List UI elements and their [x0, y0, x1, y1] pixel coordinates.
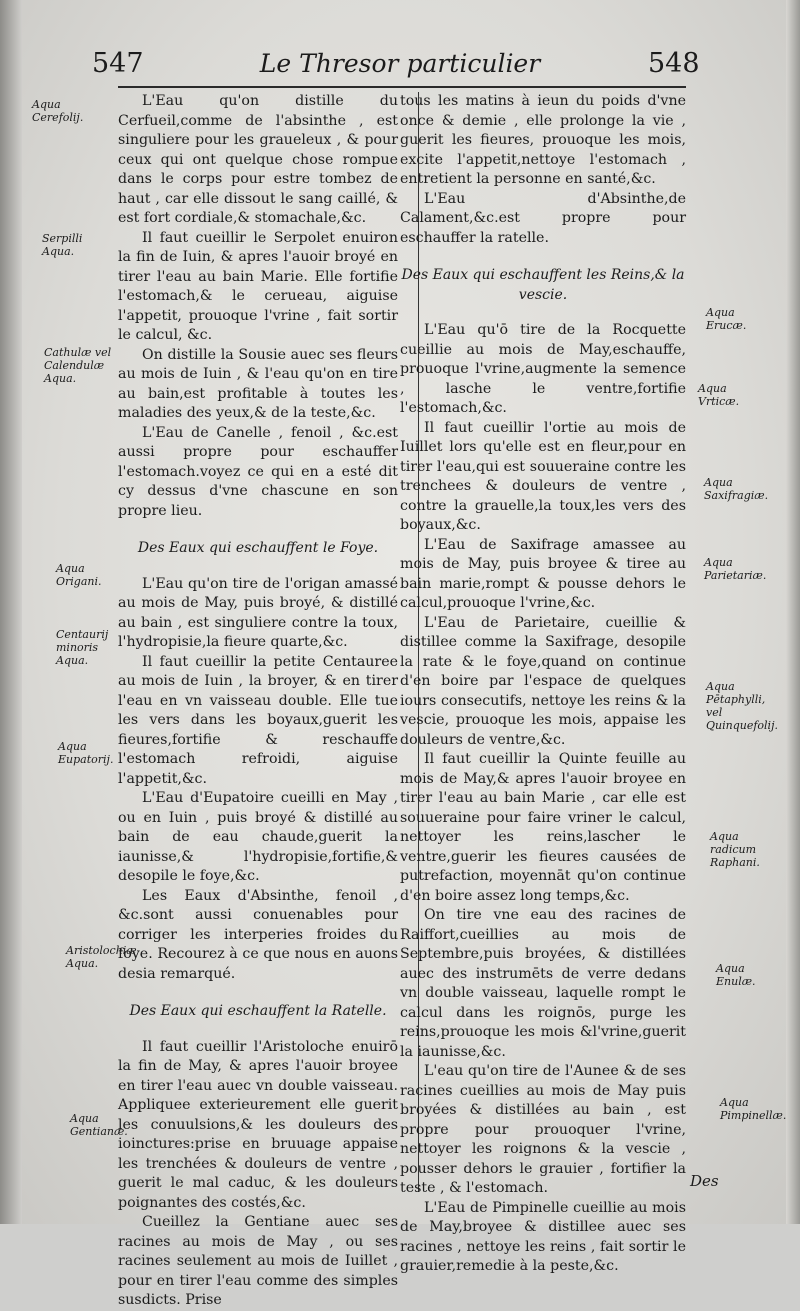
page-number-right: 548 — [648, 48, 700, 79]
margin-note: Aqua radicum Raphani. — [710, 830, 760, 869]
margin-note: Serpilli Aqua. — [42, 232, 83, 258]
paragraph: On distille la Sousie auec ses fleurs au mois de Iuin , & l'eau qu'on en tire au bain,est profitable à toutes les maladies des yeux,& de la teste,&c. — [118, 346, 398, 421]
paragraph: L'Eau d'Absinthe,de Calament,&c.est propre pour eschauffer la ratelle. — [400, 190, 686, 246]
margin-note: Aqua Eupatorij. — [58, 740, 114, 766]
paragraph: L'Eau de Canelle , fenoil , &c.est aussi propre pour eschauffer l'estomach.voyez ce qui en a esté dit cy dessus d'vne chascune en son propre lieu. — [118, 424, 398, 519]
margin-note: Aqua Origani. — [56, 562, 102, 588]
page-edge-shadow — [786, 0, 800, 1224]
paragraph: L'eau qu'on tire de l'Aunee & de ses racines cueillies au mois de May puis broyées & distillées au bain , est propre pour prouoquer l'vrine, nettoyer les roignons & la vescie , pousser dehors le grauier , fortifier la teste , & l'estomach. — [400, 1063, 686, 1196]
right-column — [400, 92, 686, 1277]
margin-note: Cathulæ vel Calendulæ Aqua. — [44, 346, 112, 385]
paragraph: L'Eau qu'ō tire de la Rocquette cueillie au mois de May,eschauffe, prouoque l'vrine,augmente la semence , lasche le ventre,fortifie l'estomach,&c. — [400, 322, 686, 416]
margin-note: Aqua Saxifragiæ. — [704, 476, 769, 502]
section-heading: Des Eaux qui eschauffent le Foye. — [137, 540, 379, 556]
header-rule — [118, 86, 686, 88]
left-column — [118, 92, 398, 1311]
paragraph: L'Eau de Saxifrage amassee au mois de May, puis broyee & tiree au bain marie,rompt & pousse dehors le calcul,prouoque l'vrine,&c. — [400, 536, 686, 611]
paragraph: On tire vne eau des racines de Raiffort,cueillies au mois de Septembre,puis broyées, & distillées auec des instrumēts de verre dedans vn double vaisseau, laquelle rompt le calcul dans les roignōs, purge les reins,prouoque les mois &l'vrine,guerit la iaunisse,&c. — [400, 907, 686, 1060]
paragraph: Il faut cueillir l'ortie au mois de Iuillet lors qu'elle est en fleur,pour en tirer l'eau,qui est souueraine contre les trenchees & douleurs de ventre , contre la grauelle,la toux,les vers des boyaux,&c. — [400, 419, 686, 533]
margin-note: Aqua Erucæ. — [706, 306, 747, 332]
page-gutter-shadow — [0, 0, 22, 1224]
margin-note: Aqua Enulæ. — [716, 962, 756, 988]
paragraph: Il faut cueillir la Quinte feuille au mois de May,& apres l'auoir broyee en tirer l'eau au bain Marie , car elle est souueraine pour faire vriner le calcul, nettoyer les reins,lascher le ventre,guerir les fieures causées de putrefaction, moyennāt qu'on continue d'en boire assez long temps,&c. — [400, 751, 686, 904]
margin-note: Aqua Vrticæ. — [698, 382, 740, 408]
paragraph: Cueillez la Gentiane auec ses racines au mois de May , ou ses racines seulement au mois de Iuillet , pour en tirer l'eau comme des simples susdicts. Prise — [118, 1214, 398, 1308]
paragraph: L'Eau qu'on tire de l'origan amassé au mois de May, puis broyé, & distillé au bain , est singuliere contre la toux, l'hydropisie,la fieure quarte,&c. — [118, 575, 398, 650]
margin-note: Aristolochiæ Aqua. — [66, 944, 137, 970]
paragraph: Il faut cueillir l'Aristoloche enuirō la fin de May, & apres l'auoir broyee en tirer l'eau auec vn double vaisseau. Appliquee exterieurement elle guerit les conuulsions,& les douleurs des ioinctures:prise en bruuage appaise les trenchées & douleurs de ventre , guerit le mal caduc, & les douleurs poignantes des costés,&c. — [118, 1038, 398, 1211]
margin-note: Aqua Gentianæ. — [70, 1112, 128, 1138]
paragraph: tous les matins à ieun du poids d'vne once & demie , elle prolonge la vie , guerit les fieures, prouoque les mois, excite l'appetit,nettoye l'estomach , entretient la personne en santé,&c. — [400, 93, 686, 187]
section-heading: Des Eaux qui eschauffent la Ratelle. — [129, 1003, 387, 1019]
section-heading: Des Eaux qui eschauffent les Reins,& la vescie. — [401, 267, 685, 303]
page-number-left: 547 — [92, 48, 144, 79]
paragraph: Il faut cueillir le Serpolet enuiron la fin de Iuin, & apres l'auoir broyé en tirer l'eau au bain Marie. Elle fortifie l'estomach,& le cerueau, aiguise l'appetit, prouoque l'vrine , fait sortir le calcul, &c. — [118, 229, 398, 343]
paragraph: L'Eau de Parietaire, cueillie & distillee comme la Saxifrage, desopile la rate & le foye,quand on continue d'en boire par l'espace de quelques iours consecutifs, nettoye les reins & la vescie, prouoque les mois, appaise les douleurs de ventre,&c. — [400, 614, 686, 748]
margin-note: Aqua Cerefolij. — [32, 98, 84, 124]
margin-note: Aqua Pimpinellæ. — [720, 1096, 787, 1122]
paragraph: L'Eau de Pimpinelle cueillie au mois de May,broyee & distillee auec ses racines , nettoye les reins , fait sortir le grauier,remedie à la peste,&c. — [400, 1199, 686, 1274]
catchword: Des — [690, 1172, 719, 1190]
margin-note: Aqua Pētaphylli, vel Quinquefolij. — [706, 680, 778, 732]
paragraph: Il faut cueillir la petite Centauree au mois de Iuin , la broyer, & en tirer l'eau en vn vaisseau double. Elle tue les vers dans les boyaux,guerit les fieures,fortifie & reschauffe l'estomach refroidi, aiguise l'appetit,&c. — [118, 653, 398, 787]
margin-note: Aqua Parietariæ. — [704, 556, 767, 582]
running-title: Le Thresor particulier — [259, 49, 541, 78]
paragraph: Les Eaux d'Absinthe, fenoil , &c.sont aussi conuenables pour corriger les interperies froides du foye. Recourez à ce que nous en auons desia remarqué. — [118, 887, 398, 982]
paragraph: L'Eau qu'on distille du Cerfueil,comme de l'absinthe , est singuliere pour les graueleux , & pour ceux qui ont quelque chose rompue dans le corps pour estre tombez de haut , car elle dissout le sang caillé, & est fort cordiale,& stomachale,&c. — [118, 93, 398, 226]
margin-note: Centaurij minoris Aqua. — [56, 628, 109, 667]
paragraph: L'Eau d'Eupatoire cueilli en May , ou en Iuin , puis broyé & distillé au bain de eau chaude,guerit la iaunisse,& l'hydropisie,fortifie,& desopile le foye,&c. — [118, 790, 398, 884]
